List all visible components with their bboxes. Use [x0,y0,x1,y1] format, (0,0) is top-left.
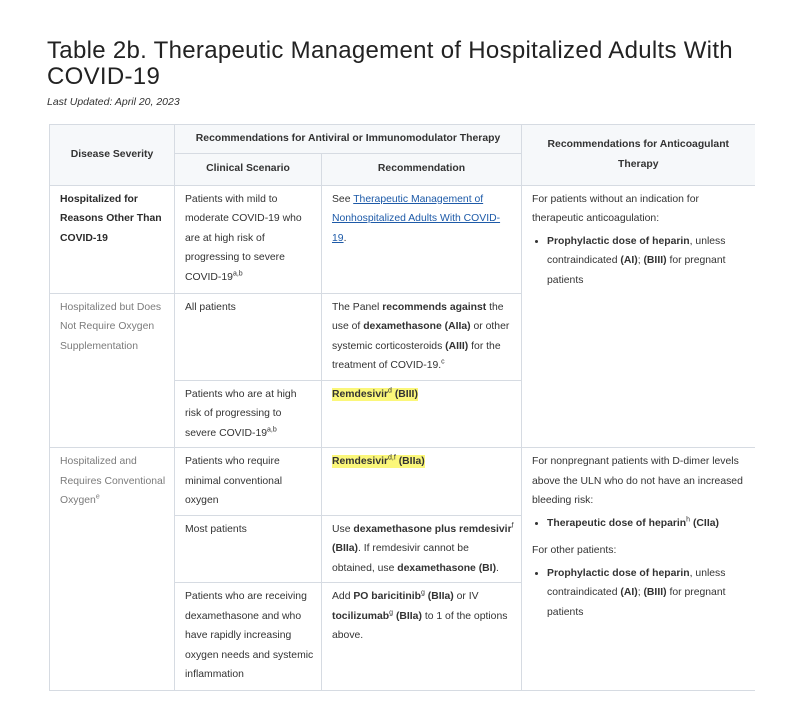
severity-hospitalized-other-reasons: Hospitalized for Reasons Other Than COVID-19 [50,185,175,293]
severity-no-oxygen: Hospitalized but Does Not Require Oxygen Supplementation [50,293,175,448]
header-anticoagulant: Recommendations for Anticoagulant Therapy [522,125,755,186]
recommendation-cell: Use dexamethasone plus remdesivir$^f$ (BIIa). If remdesivir cannot be obtained, use dexamethasone (BI). [322,515,522,583]
recommendation-cell: Add PO baricitinib$^g$ (BIIa) or IV tocilizumab$^g$ (BIIa) to 1 of the options above. [322,583,522,691]
nonhospitalized-guidance-link[interactable]: Therapeutic Management of Nonhospitalized Adults With COVID-19 [332,193,501,244]
recommendation-cell [322,448,522,516]
recommendation-cell: See Therapeutic Management of Nonhospitalized Adults With COVID-19. [322,185,522,293]
list-item: • Prophylactic dose of heparin, unless contraindicated (AI); (BIII) for pregnant patients [547,564,748,623]
header-recommendation: Recommendation [322,153,522,185]
header-clinical-scenario: Clinical Scenario [175,153,322,185]
recommendation-cell: The Panel recommends against the use of dexamethasone (AIIa) or other systemic corticosteroids (AIII) for the treatment of COVID-19.$^c$ [322,293,522,380]
anticoagulant-cell-2: For nonpregnant patients with D-dimer levels above the ULN who do not have an increased bleeding risk: • Therapeutic dose of heparin$^h$ (CIIa) For other patients: • Prophylactic dose of heparin, unless contraindicated (AI); (BIII) for pregnant patients [522,448,755,691]
page-title: Table 2b. Therapeutic Management of Hospitalized Adults With COVID-19 [47,37,733,90]
covid-management-table [49,124,755,691]
highlighted-recommendation: Remdesivir$^{d,f}$ (BIIa) [332,454,425,467]
table-row [50,185,755,293]
scenario-cell: Patients with mild to moderate COVID-19 who are at high risk of progressing to severe COVID-19$^{a,b}$ [175,185,322,293]
anticoag-list [532,232,748,291]
header-disease-severity: Disease Severity [50,125,175,186]
anticoag-list [532,564,748,623]
list-item: • Prophylactic dose of heparin, unless contraindicated (AI); (BIII) for pregnant patients [547,232,748,291]
scenario-cell: Patients who are receiving dexamethasone and who have rapidly increasing oxygen needs and systemic inflammation [175,583,322,691]
header-antiviral-group: Recommendations for Antiviral or Immunomodulator Therapy [175,125,522,154]
anticoag-list [532,514,748,534]
anticoagulant-cell-1: For patients without an indication for therapeutic anticoagulation: • Prophylactic dose of heparin, unless contraindicated (AI); (BIII) for pregnant patients [522,185,755,448]
severity-conventional-oxygen: Hospitalized and Requires Conventional Oxygen$^e$ [50,448,175,691]
scenario-cell: Patients who require minimal conventional oxygen [175,448,322,516]
last-updated: Last Updated: April 20, 2023 [47,96,180,108]
scenario-cell: Patients who are at high risk of progressing to severe COVID-19$^{a,b}$ [175,380,322,448]
scenario-cell: Most patients [175,515,322,583]
scenario-cell: All patients [175,293,322,380]
recommendation-cell [322,380,522,448]
list-item: • Therapeutic dose of heparin$^h$ (CIIa) [547,514,748,534]
table-row [50,448,755,516]
highlighted-recommendation: Remdesivir$^d$ (BIII) [332,387,418,400]
